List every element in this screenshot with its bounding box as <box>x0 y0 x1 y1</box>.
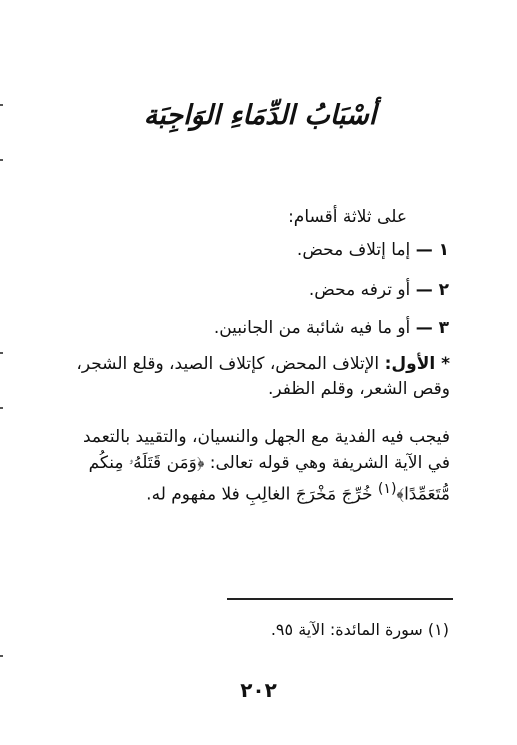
footnote-divider <box>227 598 453 600</box>
quran-quote: ﴿وَمَن قَتَلَهُۥ مِنكُم مُّتَعَمِّدًا﴾ <box>88 453 450 505</box>
paragraph-lead: * الأول: <box>384 354 450 374</box>
page-number: ٢٠٢ <box>240 678 277 702</box>
margin-mark <box>0 104 3 106</box>
margin-mark <box>0 407 3 409</box>
paragraph-text: فيجب فيه الفدية مع الجهل والنسيان، والتقييد بالتعمد في الآية الشريفة وهي قوله تعالى: <box>82 427 450 473</box>
list-item-number: ٢ — <box>415 280 449 300</box>
paragraph-text: الإتلاف المحض، كإتلاف الصيد، وقلع الشجر، وقص الشعر، وقلم الظفر. <box>76 354 450 399</box>
list-item <box>214 318 449 338</box>
footnote: (١) سورة المائدة: الآية ٩٥. <box>270 620 449 639</box>
list-item-text: أو ما فيه شائبة من الجانبين. <box>213 318 411 338</box>
paragraph-first-category <box>58 352 450 402</box>
footnote-reference: (١) <box>377 481 397 497</box>
list-item-text: إما إتلاف محض. <box>296 240 411 260</box>
list-item <box>297 240 449 260</box>
paragraph-text-continued: خُرِّجَ مَخْرَجَ الغالِبِ فلا مفهوم له. <box>146 484 373 505</box>
list-item <box>309 280 449 300</box>
margin-mark <box>0 159 3 161</box>
section-heading: أسْبَابُ الدِّمَاءِ الوَاجِبَة <box>143 100 377 131</box>
margin-mark <box>0 352 3 354</box>
intro-line: على ثلاثة أقسام: <box>288 207 407 227</box>
paragraph-ruling <box>58 424 450 508</box>
margin-mark <box>0 655 3 657</box>
list-item-number: ٣ — <box>415 318 449 338</box>
list-item-text: أو ترفه محض. <box>308 280 411 300</box>
list-item-number: ١ — <box>415 240 449 260</box>
